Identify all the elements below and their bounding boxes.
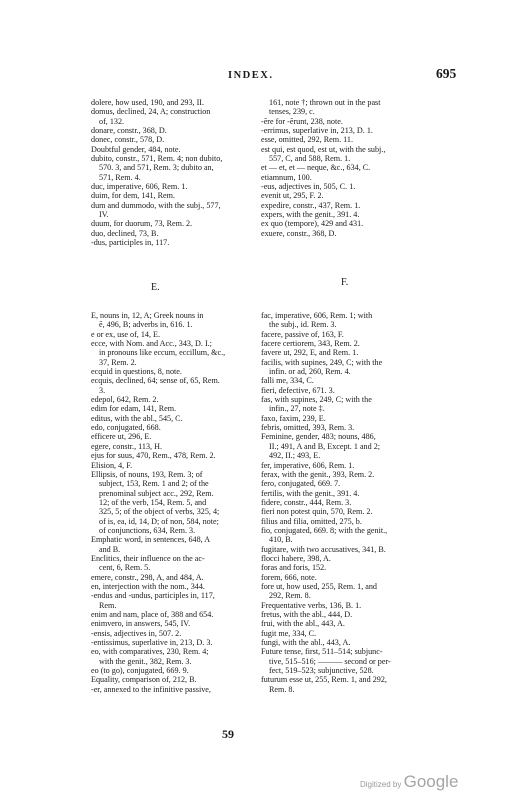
index-entry: foras and foris, 152. — [261, 563, 327, 573]
index-entry: egere, constr., 113, H. — [91, 441, 162, 451]
index-entry: duc, imperative, 606, Rem. 1. — [91, 182, 188, 192]
watermark-brand: Google — [403, 772, 459, 791]
index-entry: futurum esse ut, 255, Rem. 1, and 292, — [261, 675, 387, 685]
index-entry-continuation: 3. — [99, 385, 106, 395]
index-entry-continuation: cent, 6, Rem. 5. — [99, 563, 151, 573]
index-entry-continuation: of is, ea, id, 14, D; of non, 584, note; — [99, 516, 219, 526]
index-entry: domus, declined, 24, A; construction — [91, 107, 211, 117]
index-entry: fertilis, with the genit., 391. 4. — [261, 488, 360, 498]
index-entry: -errimus, superlative in, 213, D. 1. — [261, 126, 373, 136]
index-entry: fieri, defective, 671. 3. — [261, 385, 335, 395]
index-entry: Ellipsis, of nouns, 193, Rem. 3; of — [91, 469, 203, 479]
index-entry: dolere, how used, 190, and 293, II. — [91, 98, 205, 107]
index-entry: fugitare, with two accusatives, 341, B. — [261, 544, 386, 554]
index-entry: Emphatic word, in sentences, 648, A — [91, 535, 211, 545]
index-entry: dubito, constr., 571, Rem. 4; non dubito, — [91, 154, 223, 164]
index-entry: etiamnum, 100. — [261, 172, 312, 182]
index-entry: ferax, with the genit., 393, Rem. 2. — [261, 469, 375, 479]
index-entry: E, nouns in, 12, A; Greek nouns in — [91, 311, 204, 320]
index-entry: efficere ut, 296, E. — [91, 432, 152, 442]
index-entry: fas, with supines, 249, C; with the — [261, 395, 372, 405]
index-entry: expers, with the genit., 391. 4. — [261, 210, 360, 220]
index-entry-continuation: 570. 3, and 571, Rem. 3; dubito an, — [99, 163, 214, 173]
section-heading-e: E. — [151, 282, 160, 293]
index-entry-continuation: infin., 27, note ‡. — [269, 404, 325, 414]
index-entry-continuation: fect, 519–523; subjunctive, 528. — [269, 666, 374, 676]
index-entry: emere, constr., 298, A, and 484, A. — [91, 572, 204, 582]
index-entry: Future tense, first, 511–514; subjunc- — [261, 647, 383, 657]
page-number: 695 — [436, 66, 457, 81]
index-entry: expedire, constr., 437, Rem. 1. — [261, 200, 361, 210]
index-entry-continuation: 292, Rem. 8. — [269, 591, 311, 601]
index-entry: Frequentative verbs, 136, B. 1. — [261, 600, 362, 610]
index-entry: enim and nam, place of, 388 and 654. — [91, 610, 214, 619]
index-entry: edepol, 642, Rem. 2. — [91, 395, 159, 405]
index-entry: fero, conjugated, 669. 7. — [261, 479, 341, 489]
index-entry: flocci habere, 398, A. — [261, 553, 331, 563]
index-entry: febris, omitted, 393, Rem. 3. — [261, 423, 355, 433]
digitization-watermark — [360, 772, 458, 792]
index-entry-continuation: and B. — [99, 544, 121, 554]
index-entry: ecquid in questions, 8, note. — [91, 367, 182, 377]
index-entry: en, interjection with the nom., 344. — [91, 581, 205, 591]
index-entry: facere, passive of, 163, F. — [261, 329, 344, 339]
running-head: INDEX. — [228, 70, 274, 81]
index-entry: et — et, et — neque, &c., 634, C. — [261, 163, 371, 173]
index-entry: eo, with comparatives, 230, Rem. 4; — [91, 647, 209, 657]
index-entry: Enclitics, their influence on the ac- — [91, 553, 205, 563]
index-entry: frui, with the abl., 443, A. — [261, 619, 345, 629]
index-entry-continuation: 492, II.; 493, E. — [269, 451, 321, 461]
index-entry: -dus, participles in, 117. — [91, 238, 170, 248]
index-entry-continuation: 557, C, and 588, Rem. 1. — [269, 154, 351, 164]
index-entry-continuation: Rem. — [99, 600, 117, 610]
index-entry: Elision, 4, F. — [91, 460, 133, 470]
index-entry: fieri non potest quin, 570, Rem. 2. — [261, 507, 373, 517]
index-entry-continuation: of conjunctions, 634, Rem. 3. — [99, 525, 196, 535]
index-entry: eo (to go), conjugated, 669. 9. — [91, 666, 189, 676]
index-entry: favere ut, 292, E, and Rem. 1. — [261, 348, 359, 358]
index-entry: fer, imperative, 606, Rem. 1. — [261, 460, 355, 470]
index-entry-continuation: 410, B. — [269, 535, 293, 545]
index-entry: Feminine, gender, 483; nouns, 486, — [261, 432, 376, 442]
index-entry-continuation: tive, 515–516; ——— second or per- — [269, 656, 391, 666]
index-entry: dum and dummodo, with the subj., 577, — [91, 200, 221, 210]
index-entry: edo, conjugated, 668. — [91, 423, 161, 433]
index-entry: -er, annexed to the infinitive passive, — [91, 684, 211, 694]
index-entry: fio, conjugated, 669. 8; with the genit., — [261, 525, 388, 535]
index-entry: filius and filia, omitted, 275, b. — [261, 516, 362, 526]
index-entry: ecquis, declined, 64; sense of, 65, Rem. — [91, 376, 220, 386]
index-entry: donec, constr., 578, D. — [91, 135, 165, 145]
index-entry: facere certiorem, 343, Rem. 2. — [261, 339, 360, 349]
index-entry: fretus, with the abl., 444, D. — [261, 610, 353, 619]
index-entry-continuation: with the genit., 382, Rem. 3. — [99, 656, 192, 666]
index-entry-continuation: of, 132. — [99, 116, 125, 126]
index-column-d-right — [261, 98, 461, 238]
index-entry-continuation: tenses, 239, c. — [269, 107, 315, 117]
index-entry-continuation: Rem. 8. — [269, 684, 295, 694]
index-entry: -eus, adjectives in, 505, C. 1. — [261, 182, 356, 192]
index-entry-continuation: II.; 491, A and B, Except. 1 and 2; — [269, 441, 381, 451]
index-column-f — [261, 311, 461, 694]
index-entry: editus, with the abl., 545, C. — [91, 413, 183, 423]
index-entry: est qui, est quod, est ut, with the subj., — [261, 144, 386, 154]
index-entry: facilis, with supines, 249, C; with the — [261, 357, 383, 367]
index-entry: edim for edam, 141, Rem. — [91, 404, 177, 414]
index-entry: evenit ut, 295, F. 2. — [261, 191, 324, 201]
index-entry: -entissimus, superlative in, 213, D. 3. — [91, 638, 213, 648]
index-entry: fugit me, 334, C. — [261, 628, 317, 638]
index-entry-continuation: 12; of the verb, 154, Rem. 5, and — [99, 497, 207, 507]
index-entry: falli me, 334, C. — [261, 376, 314, 386]
index-entry: exuere, constr., 368, D. — [261, 228, 337, 238]
index-entry: -ēre for -ērunt, 238, note. — [261, 116, 343, 126]
index-entry: -endus and -undus, participles in, 117, — [91, 591, 215, 601]
index-entry: ecce, with Nom. and Acc., 343, D. I.; — [91, 339, 212, 349]
index-entry: duim, for dem, 141, Rem. — [91, 191, 175, 201]
index-entry: duo, declined, 73, B. — [91, 228, 159, 238]
index-entry-continuation: 161, note †; thrown out in the past — [269, 98, 381, 107]
index-entry: Doubtful gender, 484, note. — [91, 144, 181, 154]
index-entry: ex quo (tempore), 429 and 431. — [261, 219, 364, 229]
index-entry: fore ut, how used, 255, Rem. 1, and — [261, 581, 377, 591]
section-heading-f: F. — [341, 277, 349, 288]
index-entry-continuation: 37, Rem. 2. — [99, 357, 137, 367]
index-entry: donare, constr., 368, D. — [91, 126, 167, 136]
index-entry-continuation: 571, Rem. 4. — [99, 172, 141, 182]
index-entry: fungi, with the abl., 443, A. — [261, 638, 351, 648]
index-entry: ejus for suus, 470, Rem., 478, Rem. 2. — [91, 451, 216, 461]
index-entry-continuation: prenominal subject acc., 292, Rem. — [99, 488, 214, 498]
index-entry: -ensis, adjectives in, 507. 2. — [91, 628, 182, 638]
index-entry: fac, imperative, 606, Rem. 1; with — [261, 311, 373, 320]
index-entry-continuation: ē, 496, B; adverbs in, 616. 1. — [99, 320, 193, 330]
index-entry-continuation: infin. or ad, 260, Rem. 4. — [269, 367, 351, 377]
watermark-prefix: Digitized by — [360, 780, 402, 789]
signature-folio: 59 — [222, 727, 234, 741]
index-entry: fidere, constr., 444, Rem. 3. — [261, 497, 352, 507]
index-entry-continuation: the subj., id. Rem. 3. — [269, 320, 337, 330]
index-entry: e or ex, use of, 14, E. — [91, 329, 161, 339]
index-entry: esse, omitted, 292, Rem. 11. — [261, 135, 353, 145]
index-entry: faxo, faxim, 239, E. — [261, 413, 326, 423]
index-entry: Equality, comparison of, 212, B. — [91, 675, 197, 685]
index-entry-continuation: in pronouns like eccum, eccillum, &c., — [99, 348, 226, 358]
index-entry-continuation: 325, 5; of the object of verbs, 325, 4; — [99, 507, 220, 517]
index-entry-continuation: subject, 153, Rem. 1 and 2; of the — [99, 479, 209, 489]
index-entry: forem, 666, note. — [261, 572, 317, 582]
index-entry: enimvero, in answers, 545, IV. — [91, 619, 191, 629]
index-entry: duum, for duorum, 73, Rem. 2. — [91, 219, 193, 229]
index-entry-continuation: IV. — [99, 210, 109, 220]
